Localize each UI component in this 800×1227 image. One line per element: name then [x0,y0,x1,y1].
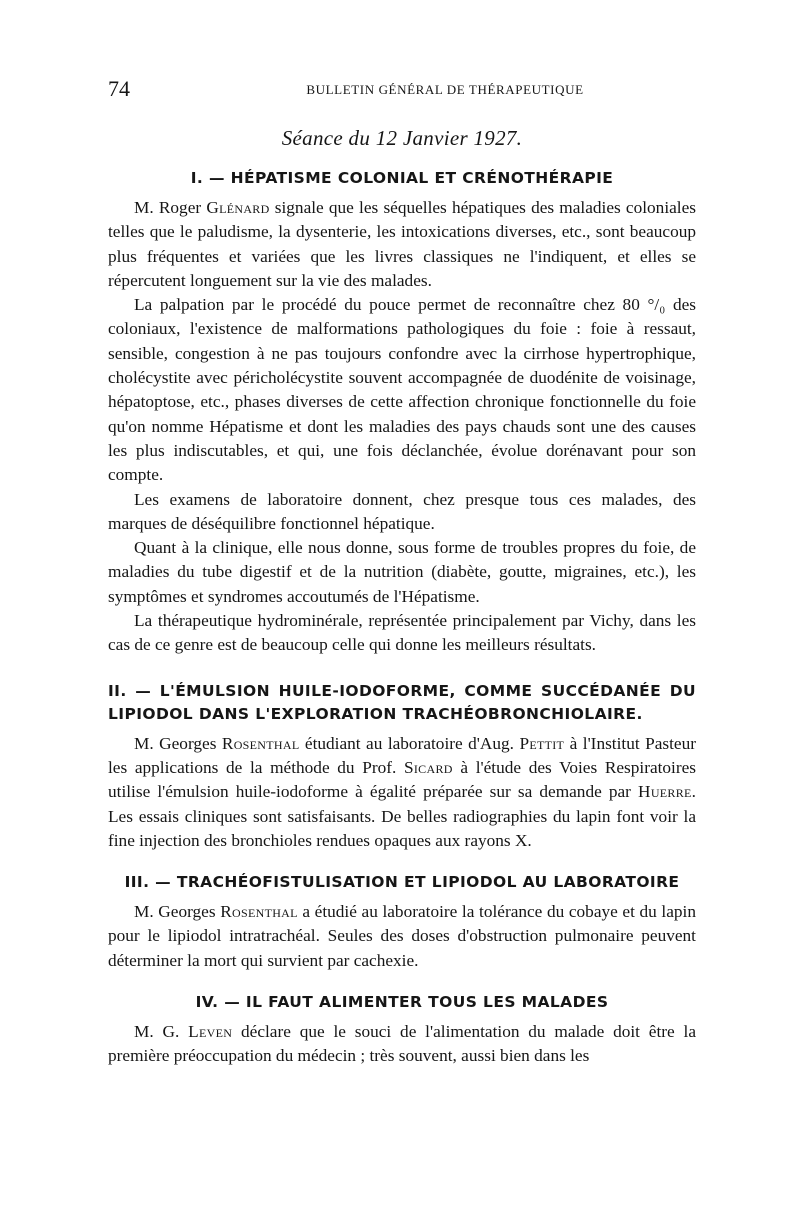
text-run: déclare que le souci de l'alimentation du malade doit être la première préoccupation du médecin ; très souvent, aussi bien dans les [108,1022,696,1066]
section-2 [108,680,696,853]
author-name: Glénard [206,198,270,217]
author-name: Pettit [519,733,565,753]
text-run: étudiant au laboratoire d'Aug. [299,733,520,753]
section-1 [108,167,696,658]
paragraph [108,1020,696,1069]
session-date: Séance du 12 Janvier 1927. [281,126,523,150]
paragraph [108,488,696,537]
journal-title: BULLETIN GÉNÉRAL DE THÉRAPEUTIQUE [306,82,584,97]
section-heading: I. — HÉPATISME COLONIAL ET CRÉNOTHÉRAPIE [190,169,614,187]
text-run: M. Roger [134,198,207,217]
paragraph [108,609,696,658]
text-run: signale que les séquelles hépatiques des maladies coloniales telles que le paludisme, la dysenterie, les intoxications diverses, etc., sont beaucoup plus fréquentes et variées que les livres classiques ne l'indiquent, et elles se répercutent longuement sur la vie des malades. [108,198,696,290]
page-number: 74 [108,76,130,101]
paragraph [108,196,696,293]
author-name: Huerre [638,782,692,802]
section-heading: IV. — IL FAUT ALIMENTER TOUS LES MALADES [195,993,609,1012]
section-heading: II. — L'ÉMULSION HUILE-IODOFORME, COMME SUCCÉDANÉE DU LIPIODOL DANS L'EXPLORATION TRACHÉOBRONCHIOLAIRE. [108,681,696,723]
paragraph [108,732,696,853]
text-run: M. Georges [134,902,221,922]
running-header [0,72,800,102]
text-run: La thérapeutique hydrominérale, représentée principalement par Vichy, dans les cas de ce genre est de beaucoup celle qui donne les meilleurs résultats. [108,611,696,655]
author-name: Leven [188,1022,233,1042]
author-name: Rosenthal [221,733,300,753]
paragraph [108,536,696,609]
author-name: Rosenthal [220,902,298,922]
text-run: La palpation par le procédé du pouce permet de reconnaître chez 80 °/₀ des coloniaux, l'existence de malformations pathologiques du foie : foie à ressaut, sensible, congestion à ne pas toujours confondre avec la cirrhose hypertrophique, cholécystite avec péricholécystite souvent accompagnée de duodénite de voisinage, hépatoptose, etc., phases diverses de cette affection chronique fonctionnelle du foie qu'on nomme Hépatisme et dont les maladies des pays chauds sont une des causes les plus indiscutables, et qui, une fois déclanchée, évolue dorénavant pour son compte. [108,295,696,485]
section-4 [108,991,696,1069]
section-heading: III. — TRACHÉOFISTULISATION ET LIPIODOL AU LABORATOIRE [124,873,680,892]
text-run: à l'étude des Voies Respiratoires utilise l'émulsion huile-iodoforme à égalité préparée sur sa demande par [108,757,697,802]
paragraph [108,900,696,973]
text-run: . Les essais cliniques sont satisfaisants. De belles radiographies du lapin font voir la fine injection des bronchioles rendues opaques aux rayons X. [108,782,696,850]
text-run: M. G. [134,1022,189,1042]
article-body [108,126,696,1069]
text-run: Les examens de laboratoire donnent, chez presque tous ces malades, des marques de déséquilibre fonctionnel hépatique. [108,489,696,533]
text-run: a étudié au laboratoire la tolérance du cobaye et du lapin pour le lipiodol intratrachéal. Seules des doses d'obstruction pulmonaire peuvent déterminer la mort qui survient par cachexie. [108,902,696,970]
text-run: Quant à la clinique, elle nous donne, sous forme de troubles propres du foie, de maladies du tube digestif et de la nutrition (diabète, goutte, migraines, etc.), les symptômes et syndromes accoutumés de l'Hépatisme. [108,538,696,606]
text-run: M. Georges [134,733,222,753]
section-3 [108,871,696,973]
author-name: Sicard [403,757,453,777]
paragraph [108,293,696,487]
text-run: à l'Institut Pasteur les applications de la méthode du Prof. [108,733,696,777]
